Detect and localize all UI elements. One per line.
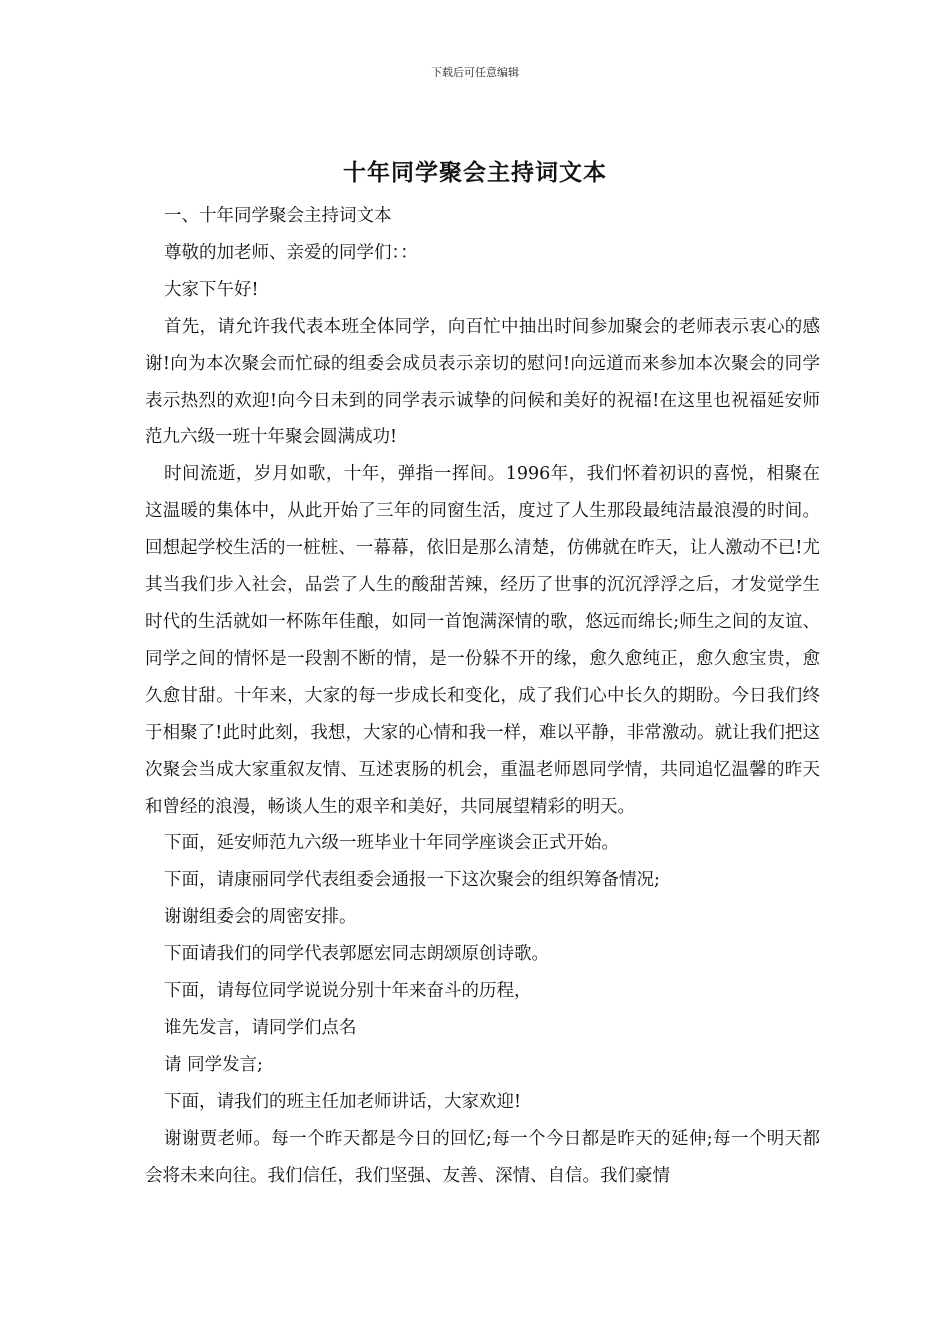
paragraph-section-heading: 一、十年同学聚会主持词文本	[164, 206, 392, 226]
paragraph-speech-invite: 请 同学发言;	[164, 1054, 263, 1075]
paragraph-opening: 下面，延安师范九六级一班毕业十年同学座谈会正式开始。	[164, 833, 619, 854]
paragraph-poem: 下面请我们的同学代表郭愿宏同志朗颂原创诗歌。	[164, 944, 549, 965]
paragraph-salutation: 尊敬的加老师、亲爱的同学们：：	[164, 242, 418, 263]
paragraph-closing: 谢谢贾老师。每一个昨天都是今日的回忆;每一个今日都是昨天的延伸;每一个明天都会将未来向往。我们信任，我们坚强、友善、深情、自信。我们豪情	[145, 1128, 820, 1186]
paragraph-roll-call: 谁先发言，请同学们点名	[164, 1017, 357, 1038]
header-note: 下载后可任意编辑	[431, 66, 519, 79]
paragraph-reminiscence: 时间流逝，岁月如歌，十年，弹指一挥间。1996年，我们怀着初识的喜悦，相聚在这温暖的集体中，从此开始了三年的同窗生活，度过了人生那段最纯洁最浪漫的时间。回想起学校生活的一桩桩、一幕幕，依旧是那么清楚，仿佛就在昨天，让人激动不已!尤其当我们步入社会，品尝了人生的酸甜苦辣，经历了世事的沉沉浮浮之后，才发觉学生时代的生活就如一杯陈年佳酿，如同一首饱满深情的歌，悠远而绵长;师生之间的友谊、同学之间的情怀是一段割不断的情，是一份躲不开的缘，愈久愈纯正，愈久愈宝贵，愈久愈甘甜。十年来，大家的每一步成长和变化，成了我们心中长久的期盼。今日我们终于相聚了!此时此刻，我想，大家的心情和我一样，难以平静，非常激动。就让我们把这次聚会当成大家重叙友情、互述衷肠的机会，重温老师恩同学情，共同追忆温馨的昨天和曾经的浪漫，畅谈人生的艰辛和美好，共同展望精彩的明天。	[145, 464, 820, 817]
paragraph-report: 下面，请康丽同学代表组委会通报一下这次聚会的组织筹备情况;	[164, 870, 660, 891]
paragraph-thanks: 首先，请允许我代表本班全体同学，向百忙中抽出时间参加聚会的老师表示衷心的感谢!向为本次聚会而忙碌的组委会成员表示亲切的慰问!向远道而来参加本次聚会的同学表示热烈的欢迎!向今日未到的同学表示诚挚的问候和美好的祝福!在这里也祝福延安师范九六级一班十年聚会圆满成功!	[145, 316, 820, 448]
paragraph-greeting: 大家下午好!	[164, 279, 259, 300]
paragraph-thanks-committee: 谢谢组委会的周密安排。	[164, 907, 357, 928]
paragraph-teacher-speech: 下面，请我们的班主任加老师讲话，大家欢迎!	[164, 1091, 522, 1112]
paragraph-sharing: 下面，请每位同学说说分别十年来奋斗的历程，	[164, 981, 532, 1002]
document-body	[145, 198, 820, 1194]
document-title: 十年同学聚会主持词文本	[343, 159, 607, 186]
